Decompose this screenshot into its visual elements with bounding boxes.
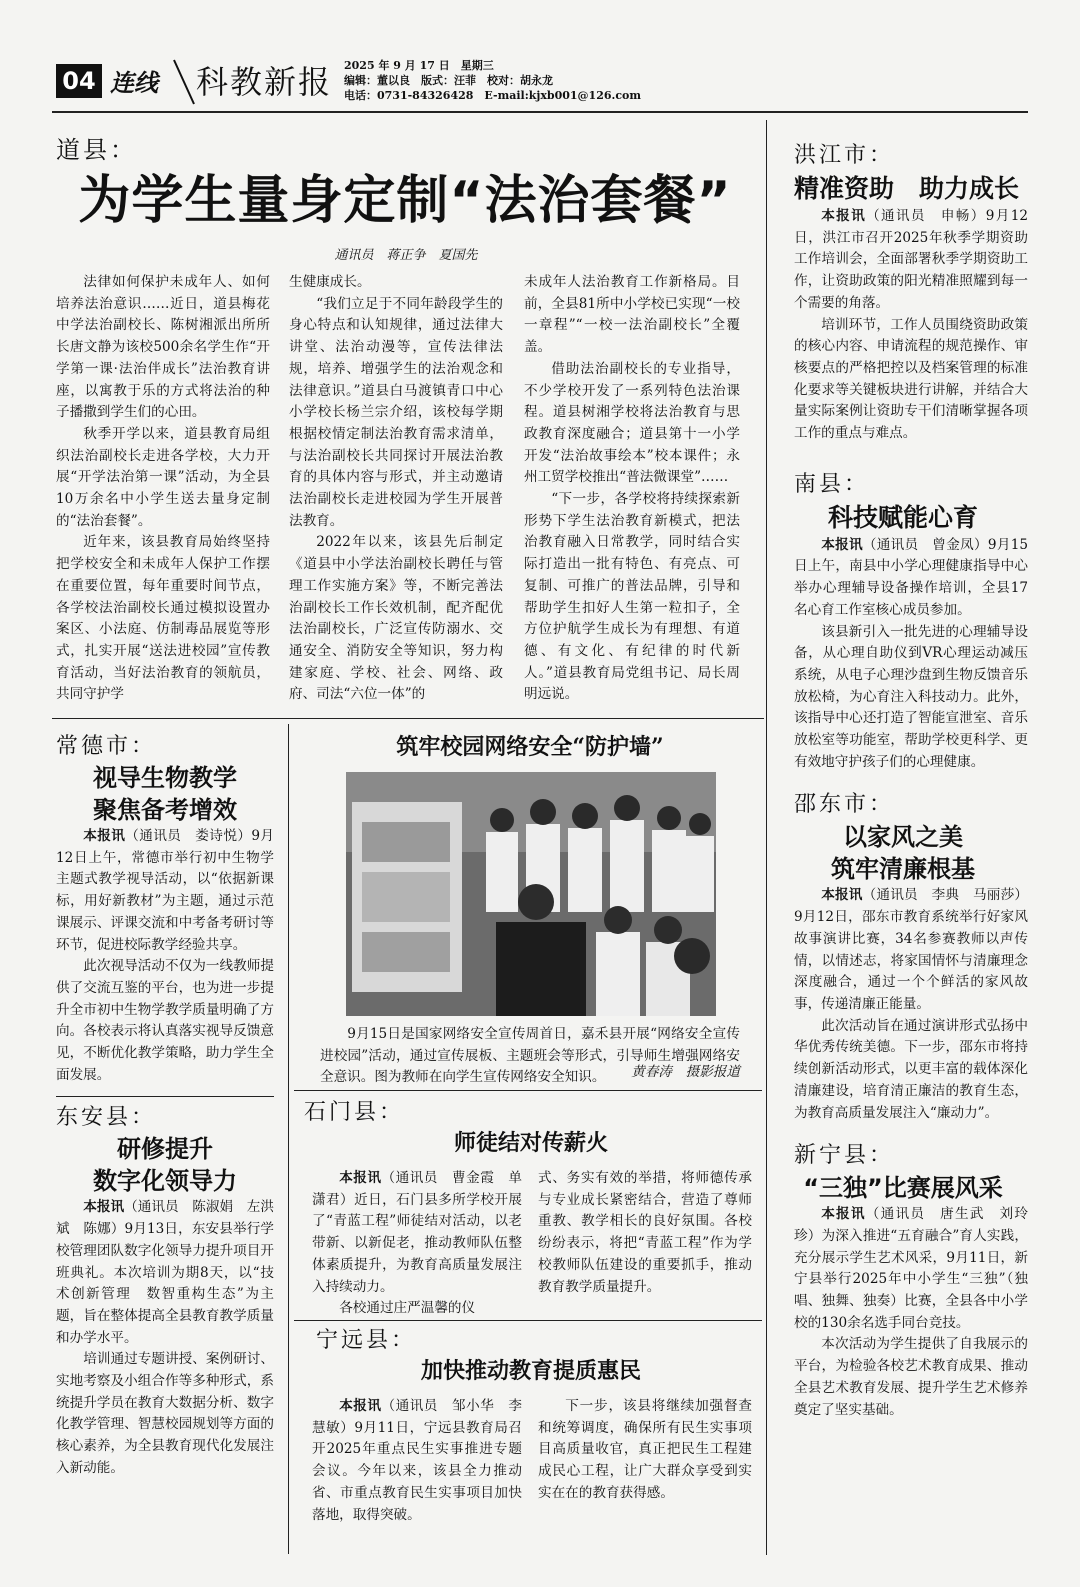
xinning-title: “三独”比赛展风采	[803, 1174, 1003, 1203]
shaodong-p1: 9月12日，邵东市教育系统举行好家风故事演讲比赛，34名参赛教师以声传情，以情述志，将家国情怀与清廉理念深度融合，通过一个个鲜活的家风故事，传递清廉正能量。	[794, 909, 1028, 1012]
ningyuan-reporter: （通讯员 邹小华 李慧敏）	[312, 1398, 523, 1436]
dongan-body	[56, 1197, 274, 1479]
shimen-article	[304, 1098, 758, 1317]
shimen-lead: 本报讯	[339, 1170, 382, 1186]
contact-line: 电话：0731-84326428 E-mail:kjxb001@126.com	[344, 89, 642, 102]
changde-place: 常德市：	[56, 734, 157, 759]
changde-title-2: 聚焦备考增效	[93, 796, 237, 824]
main-col2-p1: “我们立足于不同年龄段学生的身心特点和认知规律，通过法律大讲堂、法治动漫等，宣传法律法规，培养、增强学生的法治观念和法律意识。”道县白马渡镇青口中心小学校长杨兰宗介绍，该校每学期根据校情定制法治教育需求清单，与法治副校长共同探讨开展法治教育的具体内容与形式，并主动邀请法治副校长走进校园为学生开展普法教育。	[289, 295, 503, 529]
hongjiang-title: 精准资助 助力成长	[794, 174, 1020, 203]
dongan-title-2: 数字化领导力	[93, 1167, 237, 1196]
shimen-reporter: （通讯员 曹金霞 单潇君）	[312, 1170, 523, 1208]
main-col1-p2: 秋季开学以来，道县教育局组织法治副校长走进各学校，大力开展“开学法治第一课”活动，为全县10万余名中小学生送去量身定制的“法治套餐”。	[56, 425, 270, 529]
xinning-reporter: （通讯员 唐生武 刘玲珍）	[794, 1206, 1029, 1244]
shaodong-reporter: （通讯员 李典 马丽莎）	[862, 887, 1029, 904]
nanxian-place: 南县：	[794, 471, 870, 497]
main-col-1	[56, 272, 270, 706]
shimen-c1b: 各校通过庄严温馨的仪	[339, 1300, 476, 1317]
nanxian-p2: 该县新引入一批先进的心理辅导设备，从心理自助仪到VR心理运动减压系统，从电子心理沙盘到生物反馈音乐放松椅，为心育注入科技动力。此外，该指导中心还打造了智能宣泄室、音乐放松室等功能室，帮助学校更科学、更有效地守护孩子们的心理健康。	[794, 623, 1028, 770]
ningyuan-col-1	[312, 1396, 522, 1526]
xinning-lead: 本报讯	[821, 1206, 866, 1223]
shaodong-lead: 本报讯	[821, 887, 863, 904]
ningyuan-col-2	[538, 1396, 752, 1505]
photo-caption: 9月15日是国家网络安全宣传周首日，嘉禾县开展“网络安全宣传进校园”活动，通过宣传展板、主题班会等形式，引导师生增强网络安全意识。图为教师在向学生宣传网络安全知识。	[320, 1026, 740, 1086]
right-column	[778, 140, 1028, 1421]
shimen-title: 师徒结对传薪火	[453, 1131, 608, 1156]
nanxian-p1: 9月15日上午，南县中小学心理健康指导中心举办心理辅导设备操作培训，全县17名心育工作室核心成员参加。	[794, 536, 1029, 618]
photo-title: 筑牢校园网络安全“防护墙”	[396, 734, 664, 760]
dongan-p1: 9月13日，东安县举行学校管理团队数字化领导力提升项目开班典礼。本次培训为期8天，以“技术创新管理 数智重构生态”为主题，旨在整体提高全县教育教学质量和办学水平。	[56, 1221, 274, 1346]
nanxian-body	[778, 535, 1028, 774]
dongan-place: 东安县：	[56, 1105, 157, 1131]
dongan-reporter: （通讯员 陈淑娟 左洪斌 陈娜）	[56, 1199, 275, 1238]
ningyuan-lead: 本报讯	[339, 1398, 382, 1414]
hongjiang-p2: 培训环节，工作人员围绕资助政策的核心内容、申请流程的规范操作、审核要点的严格把控以及档案管理的标准化要求等关键板块进行讲解，并结合大量实际案例让资助专干们清晰掌握各项工作的重点与难点。	[794, 316, 1028, 442]
main-col-3	[524, 272, 740, 706]
dongan-lead: 本报讯	[83, 1199, 125, 1216]
shaodong-place: 邵东市：	[794, 792, 895, 818]
changde-reporter: （通讯员 娄诗悦）	[125, 828, 252, 844]
header-slash-mark	[172, 58, 198, 108]
right-column-rule	[766, 120, 767, 1555]
ningyuan-c2: 下一步，该县将继续加强督查和统筹调度，确保所有民生实事项目高质量收官，真正把民生工程建成民心工程，让广大群众享受到实实在在的教育获得感。	[538, 1398, 752, 1501]
hongjiang-p1: 9月12日，洪江市召开2025年秋季学期资助工作培训会，全面部署秋季学期资助工作，让资助政策的阳光精准照耀到每一个需要的角落。	[794, 208, 1029, 311]
main-col1-p3: 近年来，该县教育局始终坚持把学校安全和未成年人保护工作摆在重要位置，每年重要时间节点，各学校法治副校长通过模拟设置办案区、小法庭、仿制毒品展览等形式，扎实开展“送法进校园”宣传教育活动，当好法治教育的领航员，共同守护学	[56, 534, 270, 703]
shimen-bottom-rule	[294, 1320, 762, 1321]
nanxian-title: 科技赋能心育	[827, 502, 978, 532]
changde-title-1: 视导生物教学	[93, 764, 237, 792]
dongan-p2: 培训通过专题讲授、案例研讨、实地考察及小组合作等多种形式，系统提升学员在教育大数据分析、数字化教学管理、智慧校园规划等方面的核心素养，为全县教育现代化发展注入新动能。	[56, 1351, 274, 1476]
changde-p1: 9月12日上午，常德市举行初中生物学主题式教学视导活动，以“依据新课标，用好新教材”为主题，通过示范课展示、评课交流和中考备考研讨等环节，促进校际教学经验共享。	[56, 828, 275, 953]
main-bottom-rule	[52, 718, 764, 719]
ningyuan-title: 加快推动教育提质惠民	[420, 1359, 641, 1384]
main-col2-cont: 生健康成长。	[289, 274, 371, 290]
changde-lead: 本报讯	[83, 828, 126, 844]
main-col-2	[289, 272, 503, 706]
shimen-c2: 式、务实有效的举措，将师德传承与专业成长紧密结合，营造了尊师重教、教学相长的良好氛围。各校纷纷表示，将把“青蓝工程”作为学校教师队伍建设的重要抓手，推动教育教学质量提升。	[538, 1170, 752, 1295]
ningyuan-place: 宁远县：	[316, 1328, 417, 1353]
header	[48, 58, 1038, 108]
changde-p2: 此次视导活动不仅为一线教师提供了交流互鉴的平台，也为进一步提升全市初中生物学教学质量明确了方向。各校表示将认真落实视导反馈意见，不断优化教学策略，助力学生全面发展。	[56, 958, 274, 1083]
shaodong-title-1: 以家风之美	[843, 823, 963, 852]
main-byline: 通讯员 蒋正争 夏国先	[334, 248, 478, 263]
ningyuan-c1: 9月11日，宁远县教育局召开2025年重点民生实事推进专题会议。今年以来，该县全力推动省、市重点教育民生实事项目加快落地，取得突破。	[312, 1419, 523, 1523]
shimen-c1: 近日，石门县多所学校开展了“青蓝工程”师徒结对活动，以老带新、以新促老，推动教师队伍整体素质提升，为教育高质量发展注入持续动力。	[312, 1191, 523, 1295]
shaodong-p2: 此次活动旨在通过演讲形式弘扬中华优秀传统美德。下一步，邵东市将持续创新活动形式，以更丰富的载体深化清廉建设，培育清正廉洁的教育生态，为教育高质量发展注入“廉动力”。	[794, 1017, 1028, 1121]
photo-credit: 黄春涛 摄影报道	[631, 1064, 740, 1080]
nanxian-reporter: （通讯员 曾金凤）	[862, 536, 988, 553]
header-rule	[52, 111, 1028, 113]
main-place: 道县：	[56, 136, 137, 164]
xinning-p2: 本次活动为学生提供了自我展示的平台，为检验各校艺术教育成果、推动全县艺术教育发展、提升学生艺术修养奠定了坚实基础。	[794, 1336, 1028, 1418]
xinning-body	[778, 1204, 1028, 1421]
hongjiang-body	[778, 206, 1028, 445]
xinning-p1: 为深入推进“五育融合”育人实践，充分展示学生艺术风采，9月11日，新宁县举行2025年中小学生“三独”（独唱、独舞、独奏）比赛，全县各中小学校的130余名选手同台竞技。	[794, 1227, 1028, 1331]
main-col2-p2: 2022年以来，该县先后制定《道县中小学法治副校长聘任与管理工作实施方案》等，不断完善法治副校长工作长效机制，配齐配优法治副校长，广泛宣传防溺水、交通安全、消防安全等知识，努力构建家庭、学校、社会、网络、政府、司法“六位一体”的	[289, 534, 503, 703]
shimen-place: 石门县：	[304, 1100, 405, 1125]
main-col3-p1: 借助法治副校长的专业指导，不少学校开发了一系列特色法治课程。道县树湘学校将法治教育与思政教育深度融合；道县第十一小学开发“法治故事绘本”校本课件；永州工贸学校推出“普法微课堂”……	[524, 360, 740, 486]
main-col1-p1: 法律如何保护未成年人、如何培养法治意识……近日，道县梅花中学法治副校长、陈树湘派出所所长唐文静为该校500余名学生作“开学第一课·法治伴成长”法治教育讲座，以寓教于乐的方式将法治的种子播撒到学生们的心田。	[56, 274, 270, 421]
ningyuan-article	[304, 1326, 758, 1523]
section-name: 连线	[110, 69, 158, 97]
photo-bottom-rule	[294, 1090, 762, 1091]
changde-body	[56, 826, 274, 1086]
paper-name: 科教新报	[196, 63, 333, 101]
xinning-place: 新宁县：	[794, 1143, 895, 1169]
page-number: 04	[62, 67, 96, 95]
main-headline: 为学生量身定制“法治套餐”	[78, 171, 732, 231]
main-col3-p2: “下一步，各学校将持续探索新形势下学生法治教育新模式，把法治教育融入日常教学，同时结合实际打造出一批有特色、有亮点、可复制、可推广的普法品牌，引导和帮助学生扣好人生第一粒扣子，全方位护航学生成长为有理想、有道德、有文化、有纪律的时代新人。”道县教育局党组书记、局长周明远说。	[524, 491, 740, 703]
left-lower-column	[56, 732, 274, 1480]
left-lower-rule	[288, 724, 289, 1554]
dongan-title-1: 研修提升	[117, 1135, 213, 1164]
shimen-col-2	[538, 1168, 752, 1298]
changde-bottom-rule	[56, 1096, 274, 1097]
shaodong-title-2: 筑牢清廉根基	[831, 855, 975, 884]
photo-story	[300, 728, 760, 1084]
editors-line: 编辑：董以良 版式：汪菲 校对：胡永龙	[344, 74, 553, 87]
hongjiang-reporter: （通讯员 申畅）	[866, 208, 986, 224]
hongjiang-lead: 本报讯	[821, 208, 867, 224]
shimen-col-1	[312, 1168, 522, 1320]
nanxian-lead: 本报讯	[821, 536, 863, 553]
main-col3-cont: 未成年人法治教育工作新格局。目前，全县81所中小学校已实现“一校一章程”“一校一法治副校长”全覆盖。	[524, 274, 740, 356]
shaodong-body	[778, 885, 1028, 1124]
campus-photo-image	[346, 772, 716, 1016]
date-line: 2025 年 9 月 17 日 星期三	[344, 59, 494, 72]
hongjiang-place: 洪江市：	[794, 143, 895, 168]
